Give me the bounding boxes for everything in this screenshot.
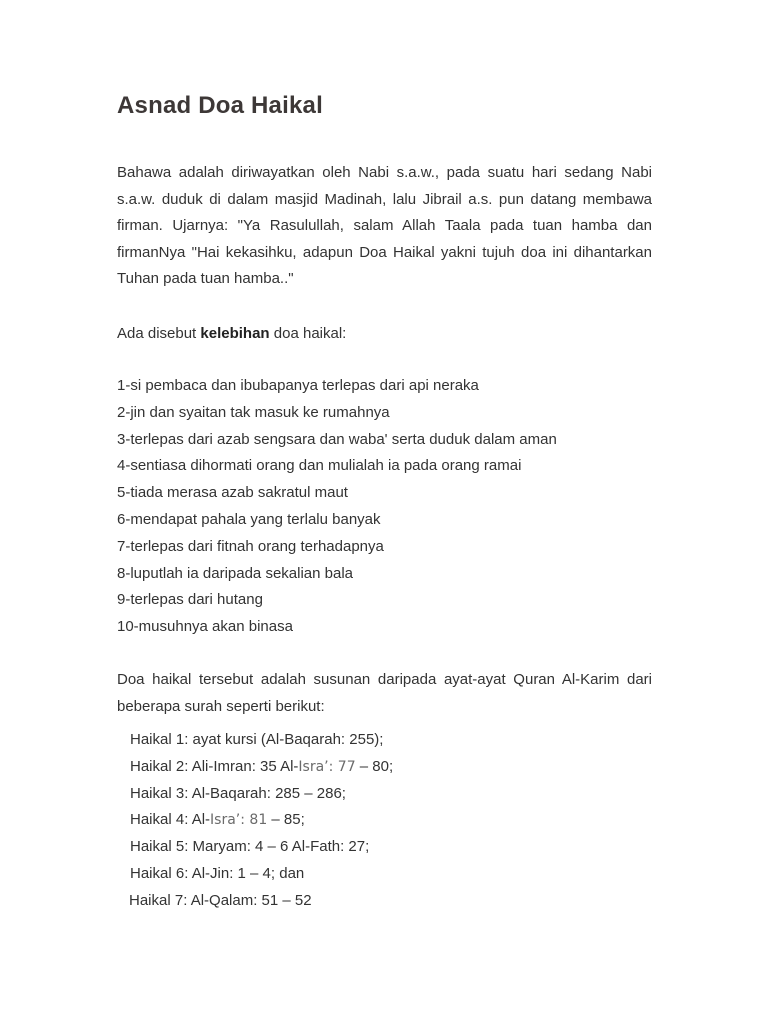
haikal-text: Haikal 7: Al-Qalam: 51 – 52	[129, 891, 312, 909]
haikal-item	[130, 861, 393, 888]
benefit-item: 8-luputlah ia daripada sekalian bala	[117, 564, 354, 582]
benefit-item: 4-sentiasa dihormati orang dan mulialah ia pada orang ramai	[117, 457, 522, 475]
haikal-reference: Isra’: 77	[298, 758, 356, 775]
haikal-item	[129, 888, 393, 915]
benefit-heading-prefix: Ada disebut	[117, 325, 201, 342]
haikal-item	[130, 807, 393, 834]
page-title: Asnad Doa Haikal	[117, 92, 323, 119]
haikal-text: Haikal 5: Maryam: 4 – 6 Al-Fath: 27;	[130, 838, 370, 856]
benefit-item: 1-si pembaca dan ibubapanya terlepas dari api neraka	[117, 377, 479, 394]
outro-paragraph: Doa haikal tersebut adalah susunan daripada ayat-ayat Quran Al-Karim dari beberapa surah seperti berikut:	[117, 671, 652, 715]
benefit-heading-suffix: doa haikal:	[269, 325, 347, 342]
haikal-text: Haikal 3: Al-Baqarah: 285 – 286;	[130, 784, 346, 802]
benefit-item: 7-terlepas dari fitnah orang terhadapnya	[117, 537, 384, 555]
haikal-text-end: – 85;	[267, 811, 305, 829]
benefit-item: 2-jin dan syaitan tak masuk ke rumahnya	[117, 403, 390, 421]
benefit-item: 5-tiada merasa azab sakratul maut	[117, 484, 348, 502]
haikal-item	[130, 727, 393, 754]
benefit-item: 3-terlepas dari azab sengsara dan waba' serta duduk dalam aman	[117, 430, 557, 448]
haikal-text: Haikal 6: Al-Jin: 1 – 4; dan	[130, 864, 305, 882]
haikal-text-end: – 80;	[355, 757, 394, 775]
haikal-item	[130, 754, 393, 781]
haikal-item	[130, 781, 393, 808]
haikal-text: Haikal 1: ayat kursi (Al-Baqarah: 255);	[130, 731, 384, 748]
haikal-reference: Isra’: 81	[210, 812, 268, 829]
haikal-text: Haikal 2: Ali-Imran: 35 Al-	[130, 757, 299, 775]
intro-paragraph: Bahawa adalah diriwayatkan oleh Nabi s.a.w., pada suatu hari sedang Nabi s.a.w. duduk di dalam masjid Madinah, lalu Jibrail a.s. pun datang membawa firman. Ujarnya: "Ya Rasulullah, salam Allah Taala pada tuan hamba dan firmanNya "Hai kekasihku, adapun Doa Haikal yakni tujuh doa ini dihantarkan Tuhan pada tuan hamba.."	[117, 164, 652, 287]
benefit-item: 6-mendapat pahala yang terlalu banyak	[117, 510, 381, 528]
haikal-text: Haikal 4: Al-	[130, 811, 211, 829]
benefit-heading	[117, 321, 346, 347]
benefit-list	[117, 373, 557, 641]
benefit-item: 9-terlepas dari hutang	[117, 591, 263, 609]
benefit-heading-bold: kelebihan	[200, 325, 270, 342]
haikal-item	[130, 834, 393, 861]
haikal-list	[130, 727, 393, 915]
benefit-item: 10-musuhnya akan binasa	[117, 618, 293, 636]
